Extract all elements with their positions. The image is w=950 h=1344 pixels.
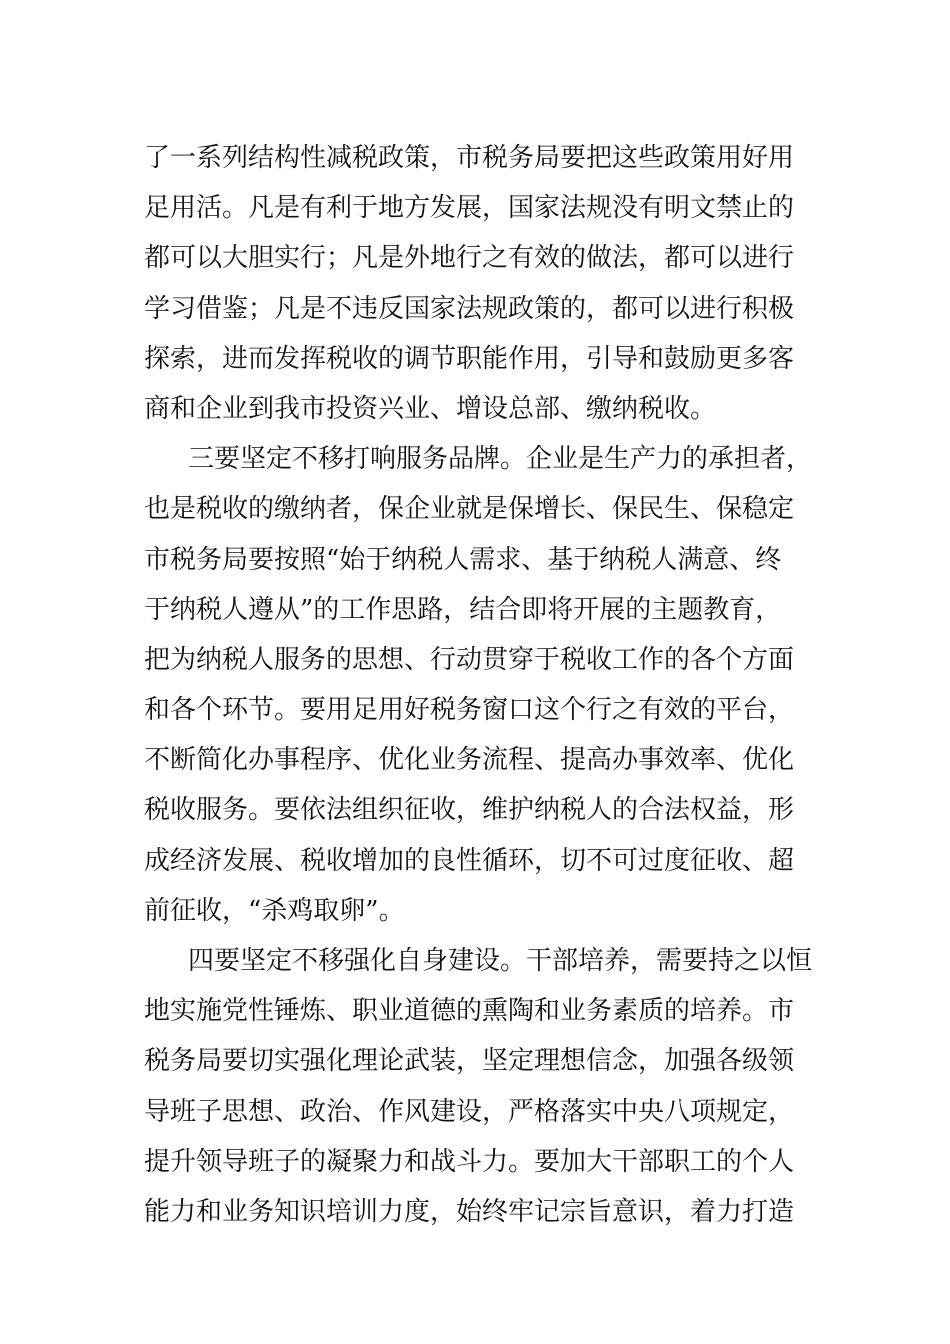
text-line: 和各个环节。要用足用好税务窗口这个行之有效的平台， [144,695,795,726]
text-line: 导班子思想、政治、作风建设，严格落实中央八项规定， [144,1096,795,1127]
text-line: 三要坚定不移打响服务品牌。企业是生产力的承担者， [188,444,813,475]
text-line: 于纳税人遵从”的工作思路，结合即将开展的主题教育， [144,594,782,625]
text-line: 了一系列结构性减税政策，市税务局要把这些政策用好用 [144,143,795,173]
text-line: 不断简化办事程序、优化业务流程、提高办事效率、优化 [144,745,795,776]
text-line: 税务局要切实强化理论武装，坚定理想信念，加强各级领 [144,1046,795,1077]
text-line: 四要坚定不移强化自身建设。干部培养，需要持之以恒 [188,946,813,976]
text-line: 前征收，“杀鸡取卵”。 [144,895,405,926]
text-line: 提升领导班子的凝聚力和战斗力。要加大干部职工的个人 [144,1146,795,1177]
text-line: 也是税收的缴纳者，保企业就是保增长、保民生、保稳定 [144,494,795,525]
text-line: 市税务局要按照“始于纳税人需求、基于纳税人满意、终 [144,544,782,575]
text-line: 足用活。凡是有利于地方发展，国家法规没有明文禁止的 [144,193,795,224]
text-line: 能力和业务知识培训力度，始终牢记宗旨意识，着力打造 [144,1196,795,1227]
text-line: 地实施党性锤炼、职业道德的熏陶和业务素质的培养。市 [144,996,795,1027]
body-text [144,133,814,1237]
text-line: 把为纳税人服务的思想、行动贯穿于税收工作的各个方面 [144,644,795,675]
text-line: 探索，进而发挥税收的调节职能作用，引导和鼓励更多客 [144,343,795,374]
text-line: 税收服务。要依法组织征收，维护纳税人的合法权益，形 [144,795,795,826]
text-line: 都可以大胆实行；凡是外地行之有效的做法，都可以进行 [144,243,795,274]
text-line: 学习借鉴；凡是不违反国家法规政策的，都可以进行积极 [144,293,795,324]
text-line: 成经济发展、税收增加的良性循环，切不可过度征收、超 [144,845,795,876]
text-line: 商和企业到我市投资兴业、增设总部、缴纳税收。 [144,393,717,424]
